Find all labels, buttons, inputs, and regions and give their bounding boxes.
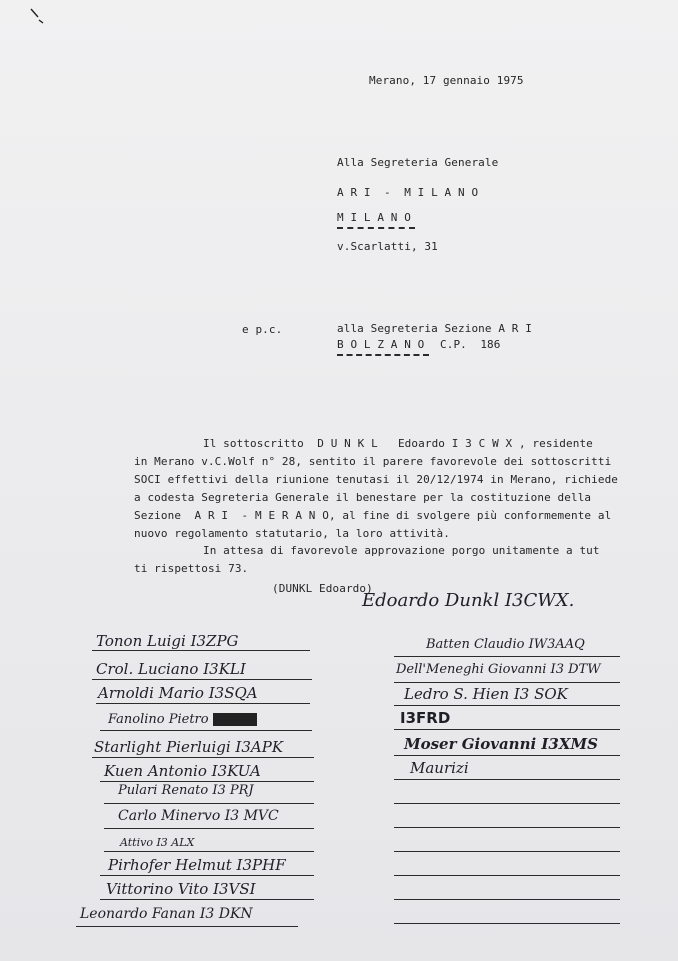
signature-line xyxy=(96,703,310,704)
signature-line xyxy=(100,875,314,876)
signatory-name: Fanolino Pietro xyxy=(108,712,209,727)
signature-line xyxy=(100,781,314,782)
signatory: Dell'Meneghi Giovanni I3 DTW xyxy=(396,662,601,677)
signature-line xyxy=(92,650,310,651)
signatory: Attivo I3 ALX xyxy=(120,836,195,849)
signatory: Crol. Luciano I3KLI xyxy=(96,660,246,678)
signatory: Maurizi xyxy=(410,759,469,777)
body-line: nuovo regolamento statutario, la loro attività. xyxy=(134,527,450,540)
signature-line xyxy=(104,803,314,804)
body-line: SOCI effettivi della riunione tenutasi il 20/12/1974 in Merano, richiede xyxy=(134,473,619,486)
cc-city: B O L Z A N O xyxy=(337,338,425,351)
signature-line xyxy=(394,682,620,683)
pen-mark xyxy=(30,8,44,24)
signature-line xyxy=(394,729,620,730)
signature-line xyxy=(394,656,620,657)
signature-line xyxy=(92,679,312,680)
body-line: in Merano v.C.Wolf n° 28, sentito il parere favorevole dei sottoscritti xyxy=(134,455,612,468)
cc-line1: alla Segreteria Sezione A R I xyxy=(337,322,532,335)
signature-line xyxy=(394,827,620,828)
addressee-line4: v.Scarlatti, 31 xyxy=(337,240,438,253)
body-line: ti rispettosi 73. xyxy=(134,562,249,575)
typed-name: (DUNKL Edoardo) xyxy=(272,582,373,595)
signatory: Arnoldi Mario I3SQA xyxy=(98,684,258,702)
cc-box: C.P. 186 xyxy=(440,338,501,351)
signature-line xyxy=(100,899,314,900)
signatory: Batten Claudio IW3AAQ xyxy=(426,637,585,652)
signatory: I3FRD xyxy=(400,709,451,727)
signatory: Pulari Renato I3 PRJ xyxy=(118,783,254,798)
signatory: Starlight Pierluigi I3APK xyxy=(94,738,284,756)
signatory: Tonon Luigi I3ZPG xyxy=(96,632,239,650)
redaction-block xyxy=(213,713,257,726)
signature-line xyxy=(394,705,620,706)
signatory: Kuen Antonio I3KUA xyxy=(104,762,261,780)
signature-line xyxy=(76,926,298,927)
signature-line xyxy=(394,875,620,876)
signatory: Vittorino Vito I3VSI xyxy=(106,880,256,898)
body-line: In attesa di favorevole approvazione porgo unitamente a tut xyxy=(203,544,600,557)
signatory: Leonardo Fanan I3 DKN xyxy=(80,906,253,922)
cc-label: e p.c. xyxy=(242,323,283,336)
signatory: Carlo Minervo I3 MVC xyxy=(118,808,279,824)
author-signature: Edoardo Dunkl I3CWX. xyxy=(362,590,575,611)
addressee-line3: M I L A N O xyxy=(337,211,411,224)
signatory xyxy=(108,712,257,727)
addressee-line2: A R I - M I L A N O xyxy=(337,186,479,199)
signature-line xyxy=(92,757,314,758)
signatory: Pirhofer Helmut I3PHF xyxy=(108,856,286,874)
addressee-line1: Alla Segreteria Generale xyxy=(337,156,499,169)
signature-line xyxy=(104,851,314,852)
signatory: Ledro S. Hien I3 SOK xyxy=(404,685,568,703)
signature-line xyxy=(394,755,620,756)
body-line: a codesta Segreteria Generale il benestare per la costituzione della xyxy=(134,491,592,504)
cc-underline xyxy=(337,354,429,356)
signature-line xyxy=(394,923,620,924)
body-line: Sezione A R I - M E R A N O, al fine di svolgere più conformemente al xyxy=(134,509,612,522)
signature-line xyxy=(100,730,312,731)
addressee-underline xyxy=(337,227,415,229)
signature-line xyxy=(394,779,620,780)
signature-line xyxy=(394,803,620,804)
date-line: Merano, 17 gennaio 1975 xyxy=(369,74,524,87)
signature-line xyxy=(394,851,620,852)
signature-line xyxy=(104,828,314,829)
body-line: Il sottoscritto D U N K L Edoardo I 3 C W X , residente xyxy=(203,437,593,450)
signatory: Moser Giovanni I3XMS xyxy=(404,735,598,753)
signature-line xyxy=(394,899,620,900)
